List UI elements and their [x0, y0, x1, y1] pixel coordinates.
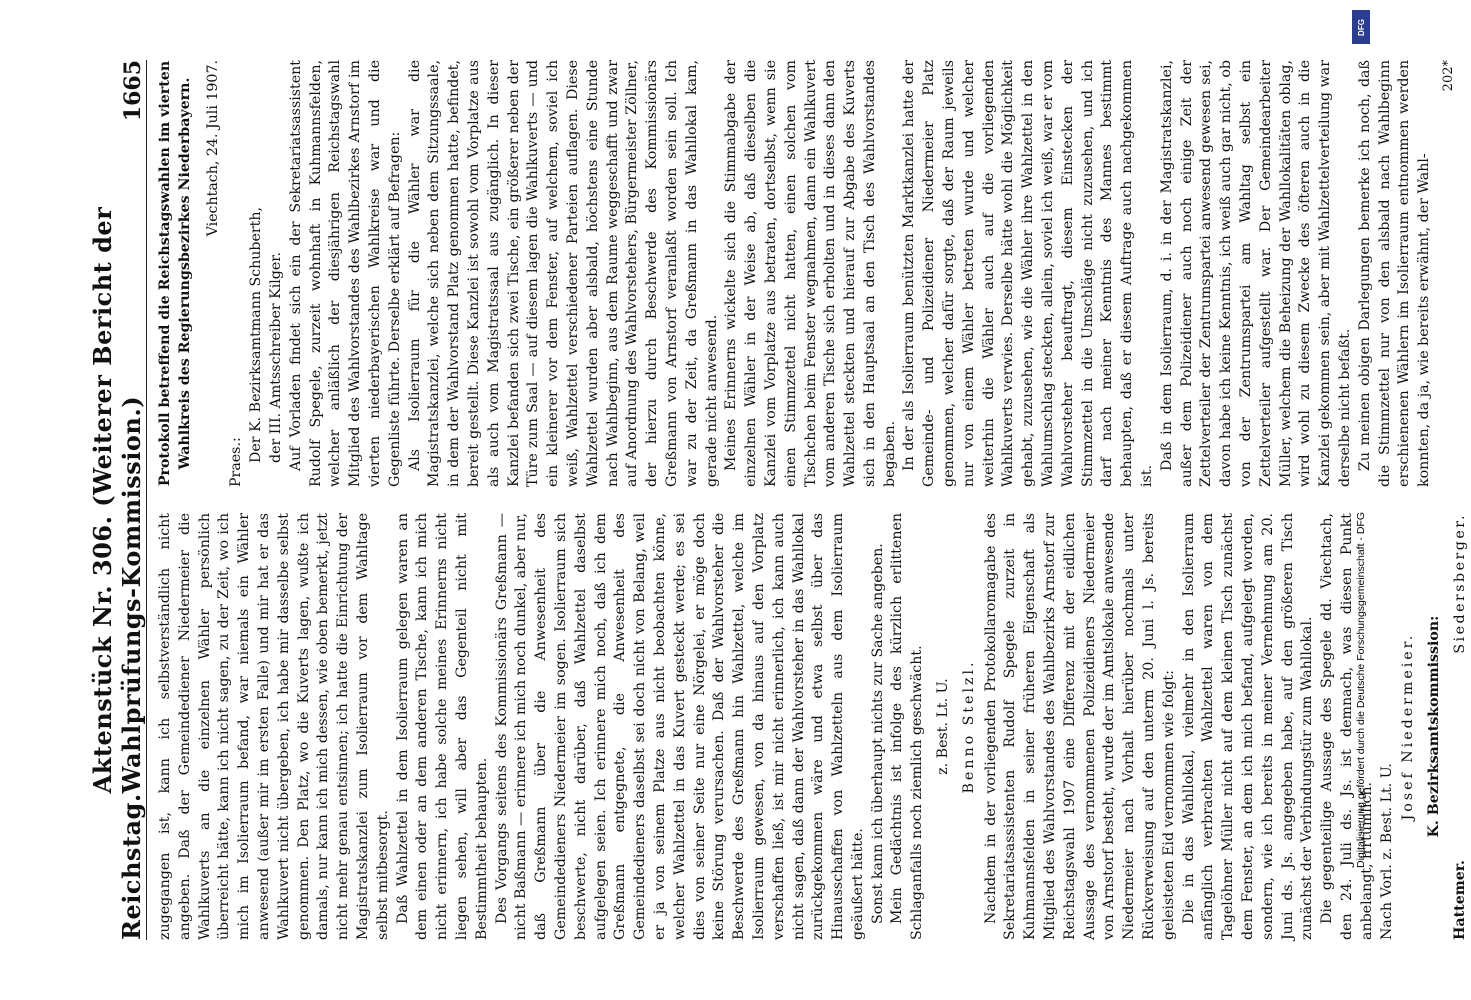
- page-number: 1665: [120, 60, 146, 122]
- praes-label: Praes.:: [228, 437, 245, 487]
- paragraph: Zu meinen obigen Darlegungen bemerke ich noch, daß die Stimmzettel nur von den alsbald nach Wahlbeginn erschienenen Wählern im Isolierraum entnommen werden konnten, da ja, wie bereits erwähnt, der Wahl-: [1356, 60, 1433, 487]
- praes-entry: der III. Amtsschreiber Kilger.: [267, 251, 284, 463]
- paragraph: Daß in dem Isolierraum, d. i. in der Magistratskanzlei, außer dem Polizeidiener auch noch einige Zeit der Zettelverteiler der Zentrumspartei anwesend gewesen sei, davon habe ich keine Kenntnis, ich weiß auch gar nicht, ob von der Zentrumspartei am Wahltag selbst ein Zettelverteiler aufgestellt war. Der Gemeindearbeiter Müller, welchem die Beheizung der Wahllokalitäten oblag, wird wohl zu diesem Zwecke des öfteren auch in die Kanzlei gekommen sein, aber mit Wahlzettelverteilung war derselbe nicht befaßt.: [1158, 60, 1354, 487]
- praes-entry: Der K. Bezirksamtmann Schuberth,: [248, 206, 265, 463]
- paragraph: Des Vorgangs seitens des Kommissionärs Greßmann — nicht Baßmann — erinnere ich mich noch dunkel, aber nur, daß Greßmann über die Anwesenheit des Gemeindedieners Niedermeier im sogen. Isolierraum sich beschwerte, nicht darüber, daß Wahlzettel daselbst aufgelegen seien. Ich erinnere mich noch, daß ich dem Greßmann entgegnete, die Anwesenheit des Gemeindedieners daselbst sei doch nicht von Belang, weil er ja von seinem Platze aus nicht beobachten könne, welcher Wahlzettel in das Kuvert gesteckt werde; es sei dies von seiner Seite nur eine Nörgelei, er möge doch keine Störung verursachen. Daß der Wahlvorsteher die Beschwerde des Greßmann hin Wahlzettel, welche im Isolierraum gewesen, von da hinaus auf den Vorplatz verschaffen ließ, ist mir nicht erinnerlich, ich kann auch nicht sagen, daß dann der Wahlvorsteher in das Wahllokal zurückgekommen wäre und etwa selbst über das Hinausschaffen von Wahlzetteln aus dem Isolierraum geäußert hätte.: [493, 513, 866, 940]
- funding-note: Digitalisierung gefördert durch die Deutsche Forschungsgemeinschaft - DFG: [1355, 511, 1367, 869]
- dfg-logo-icon: [1352, 10, 1370, 44]
- right-column: [156, 60, 1456, 487]
- paragraph: In der als Isolierraum benützten Marktkanzlei hatte der Gemeinde- und Polizeidiener Niedermeier Platz genommen, welcher dafür sorgte, daß der Raum jeweils nur von einem Wähler betreten wurde und welcher weiterhin die Wähler auch auf die vorliegenden Wahlkuverts verwies. Derselbe hätte wohl die Möglichkeit gehabt, zuzusehen, wie die Wähler ihre Wahlzettel in den Wahlumschlag steckten, allein, soviel ich weiß, war er vom Wahlvorsteher beauftragt, diesem Einstecken der Stimmzettel in die Umschläge nicht zuzusehen, und ich darf nach meiner Kenntnis des Mannes bestimmt behaupten, daß er diesem Auftrage auch nachgekommen ist.: [901, 60, 1156, 487]
- paragraph: Nachdem in der vorliegenden Protokollaromagabe des Sekretariatsassistenten Rudolf Spegele zurzeit in Kuhmannsfelden in seiner früheren Eigenschaft als Mitglied des Wahlvorstandes des Wahlbezirks Arnstorf zur Reichstagswahl 1907 eine Differenz mit der eidlichen Aussage des vernommenen Polizeidieners Niedermeier von Arnstorf besteht, wurde der im Amtslokale anwesende Niedermeier nach Vorhalt hierüber nochmals unter Rückverweisung auf den unterm 20. Juni l. Js. bereits geleisteten Eid vernommen wie folgt:: [982, 513, 1177, 940]
- commission-label: K. Bezirksamtskommission:: [1426, 615, 1443, 838]
- protocol-title: Protokoll betreffend die Reichstagswahlen im vierten Wahlkreis des Regierungsbezirkes Niederbayern.: [157, 60, 193, 487]
- signature-name: Siedersberger.: [1452, 513, 1468, 654]
- signature-name: Josef Niedermeier.: [1400, 632, 1417, 821]
- header-center: Aktenstück Nr. 306. (Weiterer Bericht der Wahlprüfungs-Kommission.): [88, 206, 146, 794]
- paragraph: Auf Vorladen findet sich ein der Sekretariatsassistent Rudolf Spegele, zurzeit wohnhaft in Kuhmannsfelden, welcher anläßlich der diesjährigen Reichstagswahl Mitglied des Wahlvorstandes des Wahlbezirkes Arnstorf im vierten niederbayerischen Wahlkreise war und die Gegenliste führte. Derselbe erklärt auf Befragen:: [287, 60, 403, 487]
- paragraph: Mein Gedächtnis ist infolge des kürzlich erlittenen Schlaganfalls noch ziemlich geschwächt.: [889, 513, 926, 940]
- commission-signatures: [1451, 513, 1471, 940]
- dfg-logo-text: DFG: [1356, 18, 1366, 36]
- paragraph: Meines Erinnerns wickelte sich die Stimmabgabe der einzelnen Wähler in der Weise ab, daß dieselben die Kanzlei vom Vorplatze aus betraten, dortselbst, wenn sie einen Stimmzettel nicht hatten, einen solchen vom Tischchen beim Fenster wegnahmen, dann ein Wahlkuvert vom anderen Tische sich erholten und in dieses dann den Wahlzettel steckten und hierauf zur Abgabe des Kuverts sich in den Hauptsaal an den Tisch des Wahlvorstandes begaben.: [723, 60, 898, 487]
- signature-note: z. Best. Lt. U.: [935, 678, 952, 775]
- protocol-date: Viechtach, 24. Juli 1907.: [204, 60, 221, 237]
- header-left: Reichstag.: [117, 793, 146, 940]
- signature-name: Hattemer.: [1452, 860, 1468, 940]
- digitization-sidebar: [1340, 0, 1383, 1000]
- paragraph: Daß Wahlzettel in dem Isolierraum gelegen waren an dem einen oder an dem anderen Tische, kann ich mich nicht erinnern, ich habe solche meines Erinnerns nicht liegen sehen, will aber das Gegenteil nicht mit Bestimmtheit behaupten.: [394, 513, 490, 940]
- page-header: [88, 60, 147, 940]
- paragraph: Die in das Wahllokal, vielmehr in den Isolierraum anfänglich verbrachten Wahlzettel waren von dem Tagelöhner Müller nicht auf dem kleinen Tisch zunächst dem Fenster, an dem ich mich befand, aufgelegt worden, sondern, wie ich bereits in meiner Vernehmung am 20. Juni ds. Js. angegeben habe, auf den größeren Tisch zunächst der Verbindungstür zum Wahllokal.: [1180, 513, 1316, 940]
- paragraph: zugegangen ist, kann ich selbstverständlich nicht angeben. Daß der Gemeindediener Niedermeier die Wahlkuverts an die einzelnen Wähler persönlich überreicht hätte, kann ich nicht sagen, zu der Zeit, wo ich mich im Isolierraum befand, war niemals ein Wähler anwesend (außer mir im ersten Falle) und mir hat er das Wahlkuvert nicht übergeben, ich habe mir dasselbe selbst genommen. Den Platz, wo die Kuverts lagen, wußte ich damals, nur kann ich mich dessen, wie oben bemerkt, jetzt nicht mehr genau entsinnen; ich hatte die Einrichtung der Magistratskanzlei zum Isolierraum vor dem Wahltage selbst mitbesorgt.: [157, 513, 391, 940]
- paragraph: Sonst kann ich überhaupt nichts zur Sache angeben.: [869, 543, 886, 924]
- sheet-mark: 202*: [1441, 60, 1456, 92]
- signature-note: Nach Vorl. z. Best. Lt. U.: [1378, 763, 1395, 940]
- paragraph: Als Isolierraum für die Wähler war die Magistratskanzlei, welche sich neben dem Sitzungssaale, in dem der Wahlvorstand Platz genommen hatte, befindet, bereit gestellt. Diese Kanzlei ist sowohl vom Vorplatze aus als auch vom Magistratssaal aus zugänglich. In dieser Kanzlei befanden sich zwei Tische, ein größerer neben der Türe zum Saal — auf diesem lagen die Wahlkuverts — und ein kleinerer vor dem Fenster, auf welchem, soviel ich weiß, Wahlzettel verschiedener Parteien auflagen. Diese Wahlzettel wurden aber alsbald, höchstens eine Stunde nach Wahlbeginn, aus dem Raume weggeschafft und zwar auf Anordnung des Wahlvorstehers, Bürgermeister Zöllner, der hierzu durch Beschwerde des Kommissionärs Greßmann von Arnstorf veranlaßt worden sein soll. Ich war zu der Zeit, da Greßmann in das Wahllokal kam, gerade nicht anwesend.: [406, 60, 720, 487]
- paragraph: Die gegenteilige Aussage des Spegele dd. Viechtach, den 24. Juli ds. Js. ist demnach, was diesen Punkt anbelangt, irrtümlich.: [1319, 513, 1375, 940]
- signature-name: Benno Stelzl.: [960, 659, 977, 794]
